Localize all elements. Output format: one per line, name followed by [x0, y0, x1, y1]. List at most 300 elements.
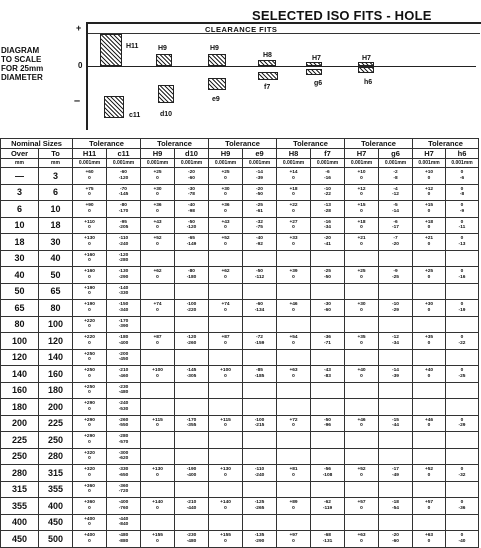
tolerance-cell: [311, 399, 345, 416]
fit-label-e9: e9: [212, 96, 220, 103]
upper-deviation: -100: [186, 302, 197, 308]
side-label-line: DIAMETER: [1, 73, 43, 82]
size-to: 315: [39, 465, 73, 482]
lower-deviation: -340: [118, 307, 129, 313]
lower-deviation: -32: [458, 472, 466, 478]
lower-deviation: -50: [256, 192, 263, 198]
size-to: 120: [39, 333, 73, 350]
tolerance-cell: [277, 168, 311, 185]
tolerance-cell: [73, 201, 107, 218]
lower-deviation: 0: [292, 192, 295, 198]
upper-deviation: -260: [118, 417, 129, 423]
lower-deviation: 0: [88, 241, 91, 247]
upper-deviation: -110: [254, 467, 265, 473]
lower-deviation: 0: [224, 274, 227, 280]
tolerance-cell: [311, 250, 345, 267]
mm-unit: mm: [1, 159, 39, 168]
tolerance-cell: [175, 283, 209, 300]
tolerance-cell: [413, 184, 446, 201]
tolerance-cell: [73, 234, 107, 251]
tolerance-cell: [446, 184, 479, 201]
tolerance-cell: [175, 481, 209, 498]
clearance-rule: [88, 33, 480, 34]
column-header: H7: [413, 149, 446, 159]
tolerance-cell: [107, 234, 141, 251]
lower-deviation: 0: [156, 274, 159, 280]
tolerance-cell: [311, 267, 345, 284]
tolerance-cell: [107, 349, 141, 366]
tolerance-cell: [73, 300, 107, 317]
upper-deviation: -13: [324, 203, 331, 209]
tolerance-cell: [379, 481, 413, 498]
lower-deviation: -11: [458, 225, 466, 231]
upper-deviation: +250: [84, 384, 95, 390]
tolerance-cell: [345, 415, 379, 432]
diagram-side-label: [1, 46, 43, 82]
tolerance-cell: [413, 432, 446, 449]
upper-deviation: +60: [85, 170, 94, 176]
lower-deviation: -75: [256, 225, 263, 231]
tolerance-cell: [345, 316, 379, 333]
tolerance-cell: [379, 217, 413, 234]
tolerance-cell: [277, 300, 311, 317]
lower-deviation: 0: [360, 472, 363, 478]
upper-deviation: -32: [256, 219, 263, 225]
tolerance-cell: [243, 531, 277, 548]
tolerance-cell: [345, 168, 379, 185]
tolerance-cell: [446, 432, 479, 449]
upper-deviation: -6: [325, 170, 330, 176]
lower-deviation: 0: [156, 241, 159, 247]
upper-deviation: +52: [424, 467, 434, 473]
lower-deviation: -13: [458, 241, 466, 247]
upper-deviation: -20: [324, 236, 331, 242]
minus-sign: –: [74, 95, 81, 107]
tolerance-cell: [107, 250, 141, 267]
size-over: 120: [1, 349, 39, 366]
table-row: [1, 415, 479, 432]
lower-deviation: 0: [224, 373, 227, 379]
tolerance-cell: [175, 267, 209, 284]
tolerance-cell: [379, 448, 413, 465]
lower-deviation: -34: [324, 225, 331, 231]
upper-deviation: -36: [324, 335, 331, 341]
upper-deviation: +10: [357, 170, 366, 176]
upper-deviation: -65: [188, 236, 195, 242]
tolerance-cell: [311, 316, 345, 333]
size-over: 355: [1, 498, 39, 515]
table-row: [1, 267, 479, 284]
upper-deviation: +18: [424, 219, 434, 225]
page-title: SELECTED ISO FITS - HOLE: [252, 8, 432, 23]
lower-deviation: 0: [224, 307, 227, 313]
tolerance-cell: [73, 432, 107, 449]
size-to: 50: [39, 267, 73, 284]
tolerance-cell: [107, 465, 141, 482]
upper-deviation: +52: [221, 236, 230, 242]
lower-deviation: 0: [88, 274, 91, 280]
clearance-fits-label: CLEARANCE FITS: [205, 25, 278, 34]
lower-deviation: 0: [427, 340, 431, 346]
tolerance-cell: [209, 217, 243, 234]
upper-deviation: +130: [84, 236, 95, 242]
zero-line: [86, 66, 476, 67]
tolerance-cell: [413, 366, 446, 383]
upper-deviation: +36: [153, 203, 162, 209]
upper-deviation: +40: [357, 368, 366, 374]
upper-deviation: -480: [118, 533, 129, 539]
tolerance-cell: [413, 415, 446, 432]
size-over: 3: [1, 184, 39, 201]
tolerance-cell: [107, 217, 141, 234]
upper-deviation: +46: [289, 302, 298, 308]
size-over: 50: [1, 283, 39, 300]
tolerance-cell: [379, 531, 413, 548]
f7-tolerance-bar: [258, 72, 278, 80]
tolerance-cell: [345, 514, 379, 531]
lower-deviation: -550: [118, 423, 129, 429]
upper-deviation: +18: [289, 186, 298, 192]
lower-deviation: -96: [324, 423, 331, 429]
lower-deviation: 0: [88, 324, 91, 330]
upper-deviation: +115: [152, 417, 163, 423]
upper-deviation: -16: [324, 219, 331, 225]
column-header: H9: [209, 149, 243, 159]
size-to: 140: [39, 349, 73, 366]
upper-deviation: +36: [221, 203, 230, 209]
tolerance-cell: [277, 201, 311, 218]
lower-deviation: 0: [427, 373, 431, 379]
tolerance-cell: [175, 333, 209, 350]
tolerance-cell: [175, 415, 209, 432]
lower-deviation: 0: [360, 208, 363, 214]
g6-tolerance-bar: [306, 69, 322, 75]
table-row: [1, 333, 479, 350]
tolerance-cell: [277, 250, 311, 267]
lower-deviation: -29: [458, 423, 466, 429]
tolerance-cell: [446, 399, 479, 416]
tolerance-cell: [209, 514, 243, 531]
tolerance-header: Tolerance: [209, 139, 277, 149]
tolerance-cell: [413, 316, 446, 333]
tolerance-cell: [379, 300, 413, 317]
tolerance-cell: [446, 168, 479, 185]
upper-deviation: -400: [118, 500, 129, 506]
upper-deviation: +63: [424, 533, 434, 539]
upper-deviation: -6: [393, 219, 398, 225]
lower-deviation: -41: [324, 241, 331, 247]
tolerance-cell: [141, 217, 175, 234]
upper-deviation: +21: [357, 236, 366, 242]
tolerance-cell: [413, 283, 446, 300]
upper-deviation: +52: [357, 467, 366, 473]
upper-deviation: -17: [392, 467, 399, 473]
tolerance-cell: [243, 217, 277, 234]
unit-cell: 0.001mm: [277, 159, 311, 168]
size-over: 160: [1, 382, 39, 399]
table-row: [1, 531, 479, 548]
tolerance-cell: [413, 250, 446, 267]
size-to: 250: [39, 432, 73, 449]
tolerance-cell: [379, 399, 413, 416]
to-header: To: [39, 149, 73, 159]
tolerance-cell: [73, 531, 107, 548]
size-over: 450: [1, 531, 39, 548]
tolerance-cell: [107, 481, 141, 498]
tolerance-cell: [141, 283, 175, 300]
upper-deviation: +97: [289, 533, 298, 539]
tolerance-cell: [446, 201, 479, 218]
tolerance-cell: [446, 481, 479, 498]
table-row: [1, 432, 479, 449]
tolerance-cell: [311, 349, 345, 366]
lower-deviation: -40: [458, 538, 466, 544]
tolerance-cell: [413, 333, 446, 350]
column-header: e9: [243, 149, 277, 159]
lower-deviation: 0: [292, 175, 295, 181]
lower-deviation: 0: [224, 175, 227, 181]
tolerance-cell: [107, 448, 141, 465]
size-over: 30: [1, 250, 39, 267]
tolerance-cell: [446, 300, 479, 317]
size-over: —: [1, 168, 39, 185]
size-to: 450: [39, 514, 73, 531]
tolerance-cell: [107, 514, 141, 531]
lower-deviation: 0: [88, 472, 91, 478]
tolerance-cell: [209, 531, 243, 548]
upper-deviation: +14: [289, 170, 298, 176]
tolerance-cell: [243, 201, 277, 218]
tolerance-cell: [73, 366, 107, 383]
tolerance-cell: [345, 531, 379, 548]
upper-deviation: +12: [424, 186, 434, 192]
tolerance-cell: [311, 498, 345, 515]
tolerance-cell: [379, 333, 413, 350]
lower-deviation: -120: [118, 175, 129, 181]
upper-deviation: +74: [153, 302, 162, 308]
lower-deviation: 0: [88, 538, 91, 544]
tolerance-cell: [73, 481, 107, 498]
size-to: 225: [39, 415, 73, 432]
fit-label-h7b: H7: [362, 55, 371, 62]
lower-deviation: 0: [224, 225, 227, 231]
unit-cell: 0.001mm: [446, 159, 479, 168]
upper-deviation: -70: [120, 186, 127, 192]
upper-deviation: -50: [256, 269, 263, 275]
tolerance-cell: [311, 234, 345, 251]
table-row: [1, 399, 479, 416]
lower-deviation: -14: [392, 208, 399, 214]
tolerance-cell: [345, 465, 379, 482]
upper-deviation: +320: [84, 450, 95, 456]
upper-deviation: +10: [424, 170, 434, 176]
upper-deviation: +40: [424, 368, 434, 374]
upper-deviation: 0: [460, 170, 464, 176]
upper-deviation: +43: [221, 219, 230, 225]
upper-deviation: -9: [393, 269, 398, 275]
column-header: H8: [277, 149, 311, 159]
upper-deviation: 0: [460, 467, 464, 473]
upper-deviation: +25: [424, 269, 434, 275]
tolerance-cell: [311, 382, 345, 399]
column-header: H11: [73, 149, 107, 159]
lower-deviation: -440: [186, 505, 197, 511]
lower-deviation: 0: [156, 175, 159, 181]
lower-deviation: -112: [254, 274, 265, 280]
unit-cell: 0.001mm: [243, 159, 277, 168]
tolerance-cell: [413, 514, 446, 531]
c11-tolerance-bar: [104, 96, 124, 118]
lower-deviation: 0: [88, 406, 91, 412]
tolerance-cell: [107, 168, 141, 185]
size-to: 80: [39, 300, 73, 317]
upper-deviation: +74: [221, 302, 230, 308]
lower-deviation: 0: [360, 175, 363, 181]
side-label-line: TO SCALE: [1, 55, 42, 64]
table-row: [1, 481, 479, 498]
upper-deviation: -80: [120, 203, 127, 209]
tolerance-cell: [243, 283, 277, 300]
lower-deviation: 0: [292, 241, 295, 247]
lower-deviation: 0: [156, 373, 159, 379]
upper-deviation: +72: [289, 417, 298, 423]
size-over: 10: [1, 217, 39, 234]
upper-deviation: +87: [221, 335, 230, 341]
tolerance-cell: [311, 481, 345, 498]
upper-deviation: +52: [153, 236, 162, 242]
tolerance-cell: [345, 234, 379, 251]
lower-deviation: -149: [186, 241, 197, 247]
tolerance-cell: [209, 415, 243, 432]
lower-deviation: -480: [186, 538, 197, 544]
tolerance-cell: [413, 481, 446, 498]
lower-deviation: 0: [156, 192, 159, 198]
lower-deviation: -170: [118, 208, 129, 214]
tolerance-cell: [446, 514, 479, 531]
lower-deviation: 0: [88, 522, 91, 528]
table-row: [1, 465, 479, 482]
size-over: 40: [1, 267, 39, 284]
upper-deviation: +360: [84, 500, 95, 506]
tolerance-cell: [413, 465, 446, 482]
lower-deviation: 0: [292, 373, 295, 379]
upper-deviation: -20: [188, 170, 195, 176]
tolerance-cell: [413, 234, 446, 251]
lower-deviation: 0: [292, 505, 295, 511]
lower-deviation: -60: [188, 175, 195, 181]
lower-deviation: 0: [88, 489, 91, 495]
tolerance-cell: [243, 349, 277, 366]
upper-deviation: -190: [186, 467, 197, 473]
table-row: [1, 498, 479, 515]
tolerance-cell: [243, 481, 277, 498]
lower-deviation: -650: [118, 472, 129, 478]
lower-deviation: -290: [254, 538, 265, 544]
lower-deviation: -570: [118, 439, 129, 445]
lower-deviation: -240: [254, 472, 265, 478]
lower-deviation: 0: [360, 538, 363, 544]
tolerance-cell: [141, 531, 175, 548]
upper-deviation: 0: [460, 335, 464, 341]
tolerance-cell: [73, 382, 107, 399]
tolerance-cell: [345, 366, 379, 383]
tolerance-cell: [141, 399, 175, 416]
lower-deviation: 0: [360, 274, 363, 280]
upper-deviation: +21: [424, 236, 434, 242]
lower-deviation: 0: [224, 192, 227, 198]
tolerance-cell: [277, 448, 311, 465]
tolerance-cell: [209, 498, 243, 515]
tolerance-cell: [175, 432, 209, 449]
upper-deviation: -210: [118, 368, 129, 374]
tolerance-cell: [209, 267, 243, 284]
tolerance-cell: [243, 498, 277, 515]
tolerance-cell: [413, 349, 446, 366]
upper-deviation: 0: [460, 269, 464, 275]
lower-deviation: -159: [254, 340, 265, 346]
lower-deviation: 0: [88, 423, 91, 429]
upper-deviation: -60: [120, 170, 127, 176]
lower-deviation: 0: [427, 505, 431, 511]
lower-deviation: -17: [392, 225, 399, 231]
unit-cell: 0.001mm: [141, 159, 175, 168]
lower-deviation: -6: [459, 175, 465, 181]
upper-deviation: -50: [324, 417, 331, 423]
tolerance-cell: [141, 432, 175, 449]
upper-deviation: +110: [84, 219, 95, 225]
size-to: 30: [39, 234, 73, 251]
lower-deviation: -205: [118, 225, 129, 231]
h6-tolerance-bar: [358, 67, 374, 73]
tolerance-cell: [345, 201, 379, 218]
fit-label-h6: h6: [364, 79, 373, 86]
upper-deviation: +140: [220, 500, 231, 506]
lower-deviation: -16: [324, 175, 331, 181]
tolerance-cell: [446, 283, 479, 300]
tolerance-cell: [73, 184, 107, 201]
upper-deviation: -145: [186, 368, 197, 374]
tolerance-cell: [311, 415, 345, 432]
lower-deviation: -400: [118, 340, 129, 346]
tolerance-cell: [345, 382, 379, 399]
plus-sign: +: [76, 23, 82, 33]
upper-deviation: +46: [357, 417, 366, 423]
lower-deviation: 0: [427, 423, 431, 429]
tolerance-cell: [413, 267, 446, 284]
tolerance-cell: [379, 234, 413, 251]
tolerance-cell: [141, 300, 175, 317]
size-to: 160: [39, 366, 73, 383]
lower-deviation: -98: [188, 208, 195, 214]
lower-deviation: -530: [118, 406, 129, 412]
lower-deviation: 0: [156, 307, 159, 313]
upper-deviation: -120: [186, 335, 197, 341]
lower-deviation: 0: [427, 472, 431, 478]
tolerance-cell: [175, 300, 209, 317]
unit-cell: 0.001mm: [311, 159, 345, 168]
upper-deviation: -56: [324, 467, 331, 473]
size-over: 225: [1, 432, 39, 449]
tolerance-cell: [379, 514, 413, 531]
upper-deviation: -14: [392, 368, 399, 374]
upper-deviation: +89: [289, 500, 298, 506]
table-row: [1, 250, 479, 267]
lower-deviation: -34: [392, 340, 399, 346]
upper-deviation: +75: [85, 186, 94, 192]
tolerance-cell: [379, 498, 413, 515]
size-over: 200: [1, 415, 39, 432]
upper-deviation: +81: [289, 467, 298, 473]
